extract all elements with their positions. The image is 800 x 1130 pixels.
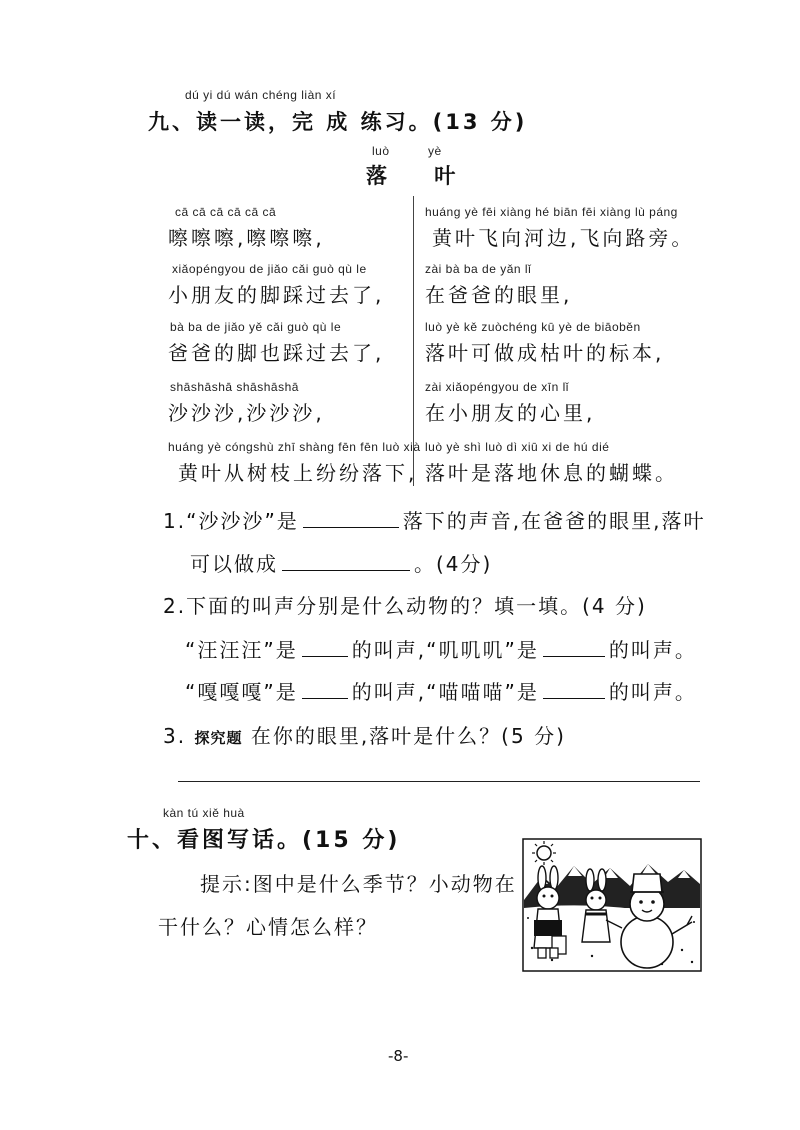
- question-1-line-2: [190, 548, 492, 577]
- answer-blank[interactable]: [303, 509, 399, 528]
- section10-pinyin: kàn tú xiě huà: [163, 806, 245, 820]
- poem-left-line: 嚓嚓嚓,嚓嚓嚓,: [168, 226, 325, 250]
- question-2-text: 的叫声,“叽叽叽”是: [351, 638, 539, 662]
- poem-left-line: 黄叶从树枝上纷纷落下,: [178, 461, 418, 485]
- question-1-score: 。(4分): [414, 552, 493, 576]
- question-1-line-1: [163, 505, 706, 534]
- poem-title-pinyin-1: luò: [372, 144, 390, 158]
- poem-left-line: 小朋友的脚踩过去了,: [168, 283, 385, 307]
- answer-line[interactable]: [178, 781, 700, 782]
- page-number: -8-: [388, 1047, 409, 1065]
- question-2-sound-3: “嘎嘎嘎”是: [185, 680, 298, 704]
- answer-blank[interactable]: [543, 680, 605, 699]
- poem-right-line: 在小朋友的心里,: [425, 401, 596, 425]
- answer-blank[interactable]: [302, 680, 348, 699]
- question-3-tag: 探究题: [194, 729, 243, 747]
- poem-left-pinyin: cā cā cā cā cā cā: [175, 205, 277, 219]
- question-2-end: 的叫声。: [608, 680, 697, 704]
- section9-heading: 九、读一读，完 成 练习。(13 分): [148, 110, 528, 134]
- question-2-row-1: [185, 634, 697, 663]
- poem-right-line: 黄叶飞向河边,飞向路旁。: [432, 226, 695, 250]
- poem-left-line: 爸爸的脚也踩过去了,: [168, 341, 385, 365]
- question-1-text: 落下的声音,在爸爸的眼里,落叶: [402, 509, 706, 533]
- poem-right-line: 落叶可做成枯叶的标本,: [425, 341, 665, 365]
- poem-left-pinyin: shāshāshā shāshāshā: [170, 380, 299, 394]
- poem-title-pinyin-2: yè: [428, 144, 442, 158]
- poem-right-pinyin: luò yè kě zuòchéng kū yè de biāoběn: [425, 320, 641, 334]
- section10-heading: 十、看图写话。(15 分): [127, 828, 401, 853]
- poem-right-line: 落叶是落地休息的蝴蝶。: [425, 461, 678, 485]
- question-2-title: 2.下面的叫声分别是什么动物的？填一填。(4 分): [163, 594, 647, 618]
- poem-left-pinyin: huáng yè cóngshù zhī shàng fēn fēn luò xià: [168, 440, 421, 454]
- poem-left-line: 沙沙沙,沙沙沙,: [168, 401, 325, 425]
- question-1-prefix: 1.“沙沙沙”是: [163, 509, 299, 533]
- question-1-prefix-2: 可以做成: [190, 552, 278, 576]
- question-3-text: 在你的眼里,落叶是什么？(5 分): [250, 724, 566, 748]
- poem-right-pinyin: luò yè shì luò dì xiū xi de hú dié: [425, 440, 610, 454]
- winter-scene-illustration: [522, 838, 702, 972]
- poem-left-pinyin: bà ba de jiǎo yě cǎi guò qù le: [170, 320, 342, 334]
- poem-left-pinyin: xiǎopéngyou de jiǎo cǎi guò qù le: [172, 262, 367, 276]
- section10-hint-line-1: 提示:图中是什么季节？小动物在: [200, 872, 517, 896]
- question-2-row-2: [185, 676, 697, 705]
- question-3-number: 3.: [163, 724, 187, 748]
- question-2-end: 的叫声。: [608, 638, 697, 662]
- section9-pinyin: dú yi dú wán chéng liàn xí: [185, 88, 337, 102]
- question-2-sound-1: “汪汪汪”是: [185, 638, 298, 662]
- poem-right-pinyin: zài bà ba de yǎn lǐ: [425, 262, 532, 276]
- section10-hint-line-2: 干什么？心情怎么样？: [158, 915, 378, 939]
- poem-title: 落 叶: [366, 164, 476, 188]
- answer-blank[interactable]: [302, 638, 348, 657]
- poem-right-pinyin: zài xiǎopéngyou de xīn lǐ: [425, 380, 569, 394]
- poem-right-line: 在爸爸的眼里,: [425, 283, 573, 307]
- answer-blank[interactable]: [543, 638, 605, 657]
- question-3: [163, 720, 566, 749]
- question-2-text: 的叫声,“喵喵喵”是: [351, 680, 539, 704]
- answer-blank[interactable]: [282, 552, 410, 571]
- poem-right-pinyin: huáng yè fēi xiàng hé biān fēi xiàng lù páng: [425, 205, 678, 219]
